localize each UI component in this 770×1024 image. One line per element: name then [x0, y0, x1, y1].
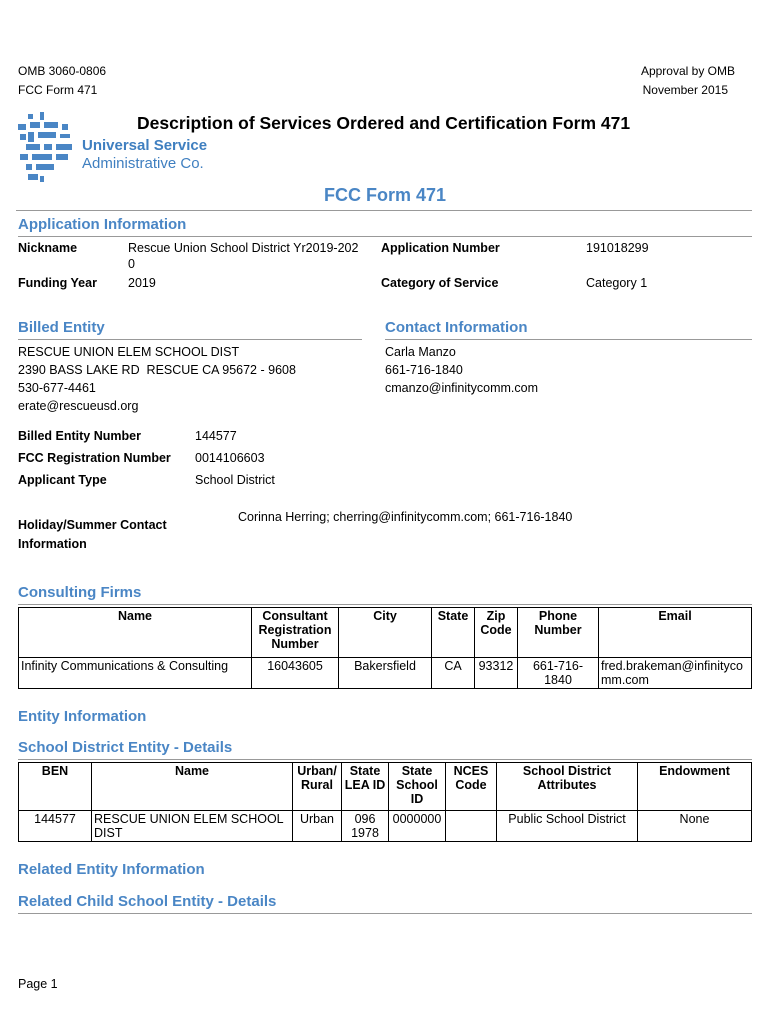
col-lea: State LEA ID [342, 763, 389, 811]
cell-urban: Urban [293, 811, 342, 842]
page-title: Description of Services Ordered and Certification Form 471 [137, 113, 631, 133]
entity-header-row [19, 763, 752, 811]
entity-rule [18, 759, 752, 760]
app-number-value: 191018299 [586, 241, 649, 255]
related-child-heading: Related Child School Entity - Details [18, 893, 277, 910]
logo-line1: Universal Service [82, 137, 208, 154]
col-phone: Phone Number [518, 608, 599, 658]
col-state: State [432, 608, 475, 658]
form-label: FCC Form 471 [18, 83, 98, 97]
cell-sid: 0000000 [389, 811, 446, 842]
consulting-table [18, 607, 752, 689]
contact-phone: 661-716-1840 [385, 363, 463, 377]
holiday-label-1: Holiday/Summer Contact [18, 518, 167, 532]
col-crn: Consultant Registration Number [252, 608, 339, 658]
holiday-contact-value: Corinna Herring; cherring@infinitycomm.com; 661-716-1840 [238, 510, 573, 524]
col-ben: BEN [19, 763, 92, 811]
col-endow: Endowment [638, 763, 752, 811]
cell-lea: 096 1978 [342, 811, 389, 842]
cell-name: Infinity Communications & Consulting [19, 658, 252, 689]
related-rule [18, 913, 752, 914]
col-name: Name [19, 608, 252, 658]
contact-heading: Contact Information [385, 319, 528, 336]
billed-entity-phone: 530-677-4461 [18, 381, 96, 395]
fcc-reg-label: FCC Registration Number [18, 451, 171, 465]
cell-attr: Public School District [497, 811, 638, 842]
col-urban: Urban/ Rural [293, 763, 342, 811]
nickname-value-1: Rescue Union School District Yr2019-202 [128, 241, 359, 255]
cell-nces [446, 811, 497, 842]
form-title: FCC Form 471 [323, 185, 447, 205]
contact-rule [385, 339, 752, 340]
billed-entity-email: erate@rescueusd.org [18, 399, 139, 413]
col-zip: Zip Code [475, 608, 518, 658]
billed-entity-heading: Billed Entity [18, 319, 105, 336]
omb-number: OMB 3060-0806 [18, 64, 107, 78]
approval: Approval by OMB [640, 64, 735, 78]
table-row [19, 658, 752, 689]
applicant-type-label: Applicant Type [18, 473, 107, 487]
cell-endow: None [638, 811, 752, 842]
billed-entity-address: 2390 BASS LAKE RD RESCUE CA 95672 - 9608 [18, 363, 296, 377]
category-value: Category 1 [586, 276, 648, 290]
page-number: Page 1 [18, 977, 58, 991]
applicant-type-value: School District [195, 473, 275, 487]
cell-crn: 16043605 [252, 658, 339, 689]
contact-name: Carla Manzo [385, 345, 456, 359]
application-heading: Application Information [18, 216, 187, 233]
holiday-label-2: Information [18, 537, 87, 551]
col-sid: State School ID [389, 763, 446, 811]
app-number-label: Application Number [381, 241, 500, 255]
nickname-label: Nickname [18, 241, 78, 255]
table-row [19, 811, 752, 842]
application-rule [18, 236, 752, 237]
funding-year-label: Funding Year [18, 276, 97, 290]
col-email: Email [599, 608, 752, 658]
usac-logo-icon [16, 112, 76, 184]
cell-zip: 93312 [475, 658, 518, 689]
consulting-rule [18, 604, 752, 605]
billed-number-label: Billed Entity Number [18, 429, 141, 443]
entity-table [18, 762, 752, 842]
billed-number-value: 144577 [195, 429, 237, 443]
cell-email: fred.brakeman@infinityco mm.com [599, 658, 752, 689]
cell-ben: 144577 [19, 811, 92, 842]
cell-city: Bakersfield [339, 658, 432, 689]
cell-state: CA [432, 658, 475, 689]
col-entity-name: Name [92, 763, 293, 811]
col-nces: NCES Code [446, 763, 497, 811]
billed-entity-name: RESCUE UNION ELEM SCHOOL DIST [18, 345, 240, 359]
cell-entity-name: RESCUE UNION ELEM SCHOOL DIST [92, 811, 293, 842]
related-heading: Related Entity Information [18, 861, 205, 878]
col-city: City [339, 608, 432, 658]
logo-line2: Administrative Co. [82, 155, 204, 172]
entity-heading: Entity Information [18, 708, 147, 725]
contact-email: cmanzo@infinitycomm.com [385, 381, 539, 395]
consulting-header-row [19, 608, 752, 658]
consulting-heading: Consulting Firms [18, 584, 142, 601]
col-attr: School District Attributes [497, 763, 638, 811]
billed-rule [18, 339, 362, 340]
cell-phone: 661-716-1840 [518, 658, 599, 689]
funding-year-value: 2019 [128, 276, 156, 290]
title-rule [16, 210, 752, 211]
fcc-reg-value: 0014106603 [195, 451, 265, 465]
approval-date: November 2015 [642, 83, 728, 97]
school-district-heading: School District Entity - Details [18, 739, 233, 756]
nickname-value-2: 0 [128, 257, 135, 271]
category-label: Category of Service [381, 276, 499, 290]
